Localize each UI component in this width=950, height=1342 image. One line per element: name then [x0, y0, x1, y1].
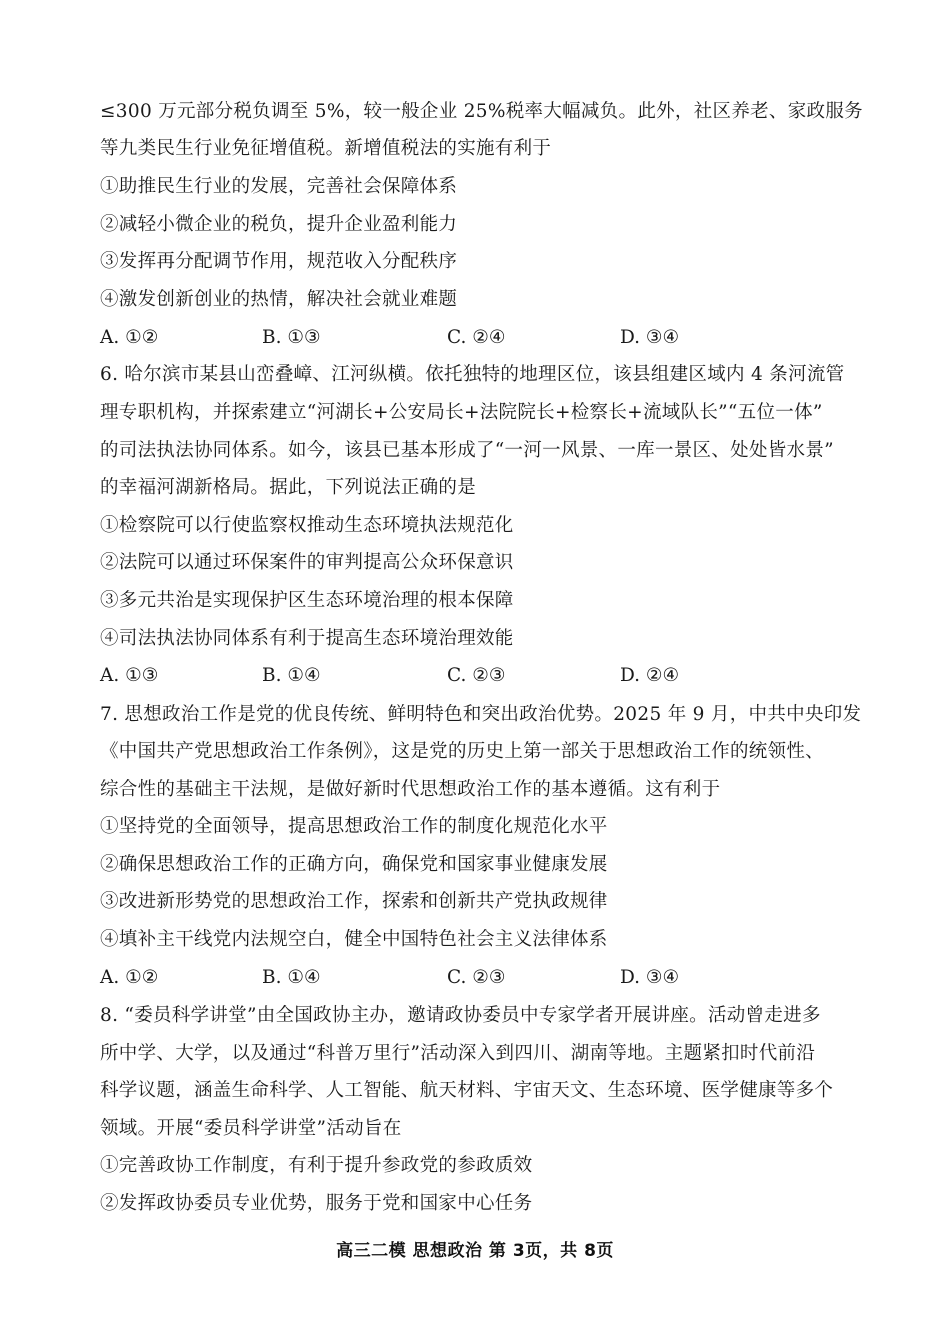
answer-option: C. ②③ [447, 665, 506, 686]
text-line: ②确保思想政治工作的正确方向，确保党和国家事业健康发展 [100, 854, 608, 875]
answer-option: D. ③④ [620, 967, 680, 988]
text-line: 8. “委员科学讲堂”由全国政协主办，邀请政协委员中专家学者开展讲座。活动曾走进多 [100, 1005, 821, 1026]
text-line: 《中国共产党思想政治工作条例》，这是党的历史上第一部关于思想政治工作的统领性、 [100, 741, 824, 762]
answer-option: C. ②③ [447, 967, 506, 988]
text-line: ④司法执法协同体系有利于提高生态环境治理效能 [100, 628, 514, 649]
text-line: 理专职机构，并探索建立“河湖长+公安局长+法院院长+检察长+流域队长”“五位一体” [100, 402, 823, 423]
text-line: ①助推民生行业的发展，完善社会保障体系 [100, 176, 458, 197]
answer-option: C. ②④ [447, 327, 506, 348]
text-line: 综合性的基础主干法规，是做好新时代思想政治工作的基本遵循。这有利于 [100, 779, 721, 800]
text-line: ④填补主干线党内法规空白，健全中国特色社会主义法律体系 [100, 929, 608, 950]
text-line: ≤300 万元部分税负调至 5%，较一般企业 25%税率大幅减负。此外，社区养老、家政服务 [100, 101, 863, 122]
text-line: ③改进新形势党的思想政治工作，探索和创新共产党执政规律 [100, 891, 608, 912]
text-line: ②发挥政协委员专业优势，服务于党和国家中心任务 [100, 1193, 533, 1214]
text-line: 的司法执法协同体系。如今，该县已基本形成了“一河一风景、一库一景区、处处皆水景” [100, 440, 834, 461]
text-line: 6. 哈尔滨市某县山峦叠嶂、江河纵横。依托独特的地理区位，该县组建区域内 4 条河流管 [100, 364, 845, 385]
page-footer: 高三二模 思想政治 第 3页，共 8页 [336, 1241, 614, 1261]
text-line: ③发挥再分配调节作用，规范收入分配秩序 [100, 251, 458, 272]
text-line: 领域。开展“委员科学讲堂”活动旨在 [100, 1118, 402, 1139]
answer-option: B. ①④ [262, 967, 321, 988]
text-line: 所中学、大学，以及通过“科普万里行”活动深入到四川、湖南等地。主题紧扣时代前沿 [100, 1043, 816, 1064]
text-line: 7. 思想政治工作是党的优良传统、鲜明特色和突出政治优势。2025 年 9 月，中共中央印发 [100, 704, 862, 725]
answer-option: D. ②④ [620, 665, 680, 686]
text-line: ②减轻小微企业的税负，提升企业盈利能力 [100, 214, 458, 235]
text-line: ①检察院可以行使监察权推动生态环境执法规范化 [100, 515, 514, 536]
text-line: 科学议题，涵盖生命科学、人工智能、航天材料、宇宙天文、生态环境、医学健康等多个 [100, 1080, 834, 1101]
text-line: ①完善政协工作制度，有利于提升参政党的参政质效 [100, 1155, 533, 1176]
text-line: ②法院可以通过环保案件的审判提高公众环保意识 [100, 552, 514, 573]
text-line: ①坚持党的全面领导，提高思想政治工作的制度化规范化水平 [100, 816, 608, 837]
text-line: ④激发创新创业的热情，解决社会就业难题 [100, 289, 458, 310]
answer-option: B. ①③ [262, 327, 321, 348]
text-line: ③多元共治是实现保护区生态环境治理的根本保障 [100, 590, 514, 611]
answer-option: A. ①③ [100, 665, 159, 686]
answer-option: B. ①④ [262, 665, 321, 686]
answer-option: A. ①② [100, 327, 159, 348]
text-line: 等九类民生行业免征增值税。新增值税法的实施有利于 [100, 138, 552, 159]
text-line: 的幸福河湖新格局。据此，下列说法正确的是 [100, 477, 477, 498]
answer-option: A. ①② [100, 967, 159, 988]
answer-option: D. ③④ [620, 327, 680, 348]
